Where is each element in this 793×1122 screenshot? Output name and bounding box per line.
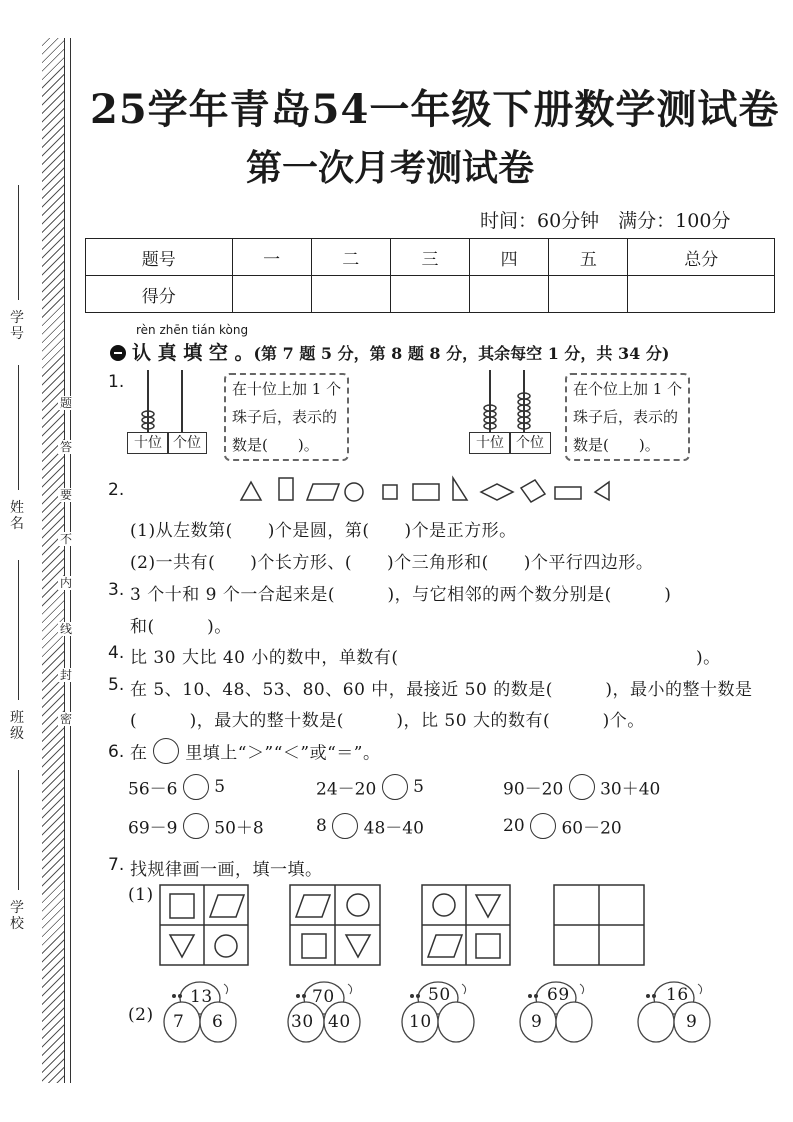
q1-right-answer-line[interactable]: 数是( )。	[573, 436, 660, 454]
score-input-cell[interactable]	[628, 276, 775, 313]
q2-shapes-row	[235, 474, 620, 506]
pattern-grid-3	[422, 885, 510, 965]
flower-left-number: 7	[173, 1012, 185, 1032]
compare-item	[503, 813, 622, 839]
score-input-cell[interactable]	[549, 276, 628, 313]
circle-icon	[345, 483, 363, 501]
compare-item	[503, 774, 660, 800]
q1-number: 1.	[108, 372, 125, 392]
score-header-cell: 题号	[86, 239, 233, 276]
compare-answer-circle[interactable]	[382, 774, 408, 800]
section-heading	[132, 338, 669, 365]
q5-line-2[interactable]: ( )，最大的整十数是( )，比 50 大的数有( )个。	[130, 711, 645, 731]
q7-part1-label: (1)	[128, 885, 154, 905]
compare-right: 48－40	[363, 818, 424, 839]
seal-char: 密	[59, 712, 72, 726]
seal-char: 题	[59, 396, 72, 410]
flower-top-number: 16	[666, 985, 689, 1005]
section-title: 认 真 填 空 。	[132, 342, 254, 364]
q4-line-1[interactable]: 比 30 大比 40 小的数中，单数有( )。	[130, 648, 721, 668]
q1-right-line: 珠子后，表示的	[573, 408, 679, 426]
compare-item	[128, 813, 264, 839]
flower-top-number: 13	[190, 987, 213, 1007]
q6-post: 里填上“＞”“＜”或“＝”。	[185, 743, 381, 764]
compare-right: 5	[413, 777, 424, 797]
seal-char: 线	[59, 622, 72, 636]
time-info: 时间：60分钟 满分：100分	[480, 210, 731, 232]
seal-char: 不	[59, 532, 72, 546]
flower-top-number: 69	[547, 985, 570, 1005]
q1-left-line: 珠子后，表示的	[232, 408, 338, 426]
compare-answer-circle[interactable]	[332, 813, 358, 839]
q2-number: 2.	[108, 480, 125, 500]
compare-answer-circle[interactable]	[530, 813, 556, 839]
q1-left-prompt-box	[224, 373, 349, 461]
margin-border-line	[64, 38, 65, 1083]
parallelogram-icon	[296, 895, 330, 917]
score-input-cell[interactable]	[390, 276, 469, 313]
flower-left-number: 10	[409, 1012, 432, 1032]
q7-text: 找规律画一画，填一填。	[130, 860, 323, 880]
abacus-right-tens-label: 十位	[469, 432, 511, 454]
compare-item	[316, 774, 424, 800]
flower-right-number: 40	[328, 1012, 351, 1032]
q6-instruction	[130, 738, 380, 764]
compare-right: 50＋8	[214, 818, 264, 839]
section-pinyin: rèn zhēn tián kòng	[136, 323, 249, 337]
q1-right-prompt-box	[565, 373, 690, 461]
q3-line-1[interactable]: 3 个十和 9 个一合起来是( )，与它相邻的两个数分别是( )	[130, 585, 672, 605]
margin-border-line-inner	[70, 38, 71, 1083]
flower-right-number: 9	[686, 1012, 698, 1032]
abacus-right-ones-label: 个位	[509, 432, 551, 454]
q2-line-2[interactable]: (2)一共有( )个长方形、( )个三角形和( )个平行四边形。	[130, 553, 654, 573]
q7-part2-label: (2)	[128, 1005, 154, 1025]
binding-hatch	[42, 38, 64, 1083]
q1-left-answer-line[interactable]: 数是( )。	[232, 436, 319, 454]
flower-top-number: 50	[428, 985, 451, 1005]
pattern-grid-answer	[554, 885, 644, 965]
q1-left-line: 在十位上加 1 个	[232, 380, 342, 398]
compare-left: 69－9	[128, 818, 178, 839]
compare-left: 8	[316, 816, 327, 836]
compare-item	[316, 813, 424, 839]
triangle-down-icon	[346, 935, 370, 957]
score-header-cell: 总分	[628, 239, 775, 276]
seal-char: 要	[59, 488, 72, 502]
abacus-left-tens-label: 十位	[127, 432, 169, 454]
q1-right-line: 在个位上加 1 个	[573, 380, 683, 398]
class-line	[18, 560, 19, 700]
parallelogram-icon	[428, 935, 462, 957]
square-icon	[383, 485, 397, 499]
rectangle-icon	[555, 487, 581, 499]
compare-answer-circle[interactable]	[569, 774, 595, 800]
compare-answer-circle[interactable]	[183, 813, 209, 839]
triangle-down-icon	[170, 935, 194, 957]
triangle-icon	[241, 482, 261, 500]
margin-label-student-id: 学号	[10, 310, 24, 342]
q5-number: 5.	[108, 675, 125, 695]
pattern-grid-2	[290, 885, 380, 965]
square-icon	[476, 934, 500, 958]
score-header-cell: 四	[470, 239, 549, 276]
parallelogram-icon	[307, 484, 339, 500]
score-input-cell[interactable]	[232, 276, 311, 313]
name-line	[18, 365, 19, 490]
q6-number: 6.	[108, 742, 125, 762]
compare-circle-icon	[153, 738, 179, 764]
parallelogram-icon	[210, 895, 244, 917]
flower-top-number: 70	[312, 987, 335, 1007]
flower-left-number: 9	[531, 1012, 543, 1032]
q6-pre: 在	[130, 743, 148, 764]
compare-right: 60－20	[561, 818, 622, 839]
compare-left: 90－20	[503, 779, 564, 800]
margin-label-school: 学校	[10, 900, 24, 932]
pattern-grid-1	[160, 885, 248, 965]
score-header-cell: 五	[549, 239, 628, 276]
score-table-header-row	[86, 239, 775, 276]
compare-left: 24－20	[316, 779, 377, 800]
compare-right: 30＋40	[600, 779, 661, 800]
section-points: (第 7 题 5 分，第 8 题 8 分，其余每空 1 分，共 34 分)	[253, 344, 670, 363]
rectangle-icon	[413, 484, 439, 500]
parallelogram-icon	[481, 484, 513, 500]
square-icon	[170, 894, 194, 918]
triangle-down-icon	[476, 895, 500, 917]
margin-label-name: 姓名	[10, 500, 24, 532]
q5-line-1[interactable]: 在 5、10、48、53、80、60 中，最接近 50 的数是( )，最小的整十数是	[130, 680, 753, 700]
compare-left: 20	[503, 816, 525, 836]
q7-pattern-grids	[158, 882, 678, 968]
score-header-cell: 三	[390, 239, 469, 276]
seal-char: 封	[59, 668, 72, 682]
q3-number: 3.	[108, 580, 125, 600]
abacus-left-ones-label: 个位	[167, 432, 207, 454]
flower-right-number: 6	[212, 1012, 224, 1032]
section-one-badge-icon	[110, 345, 126, 361]
score-input-cell[interactable]	[470, 276, 549, 313]
score-table	[85, 238, 775, 313]
q4-number: 4.	[108, 643, 125, 663]
score-row-label: 得分	[86, 276, 233, 313]
page-title: 25学年青岛54一年级下册数学测试卷	[90, 86, 780, 133]
q2-line-1[interactable]: (1)从左数第( )个是圆，第( )个是正方形。	[130, 521, 517, 541]
page-subtitle: 第一次月考测试卷	[245, 147, 534, 189]
score-table-score-row	[86, 276, 775, 313]
compare-answer-circle[interactable]	[183, 774, 209, 800]
score-header-cell: 一	[232, 239, 311, 276]
compare-left: 56－6	[128, 779, 178, 800]
square-icon	[302, 934, 326, 958]
q3-line-2[interactable]: 和( )。	[130, 617, 232, 637]
seal-char: 答	[59, 440, 72, 454]
student-id-line	[18, 185, 19, 300]
rotated-rectangle-icon	[521, 480, 545, 502]
circle-icon	[347, 894, 369, 916]
compare-item	[128, 774, 225, 800]
circle-icon	[215, 935, 237, 957]
score-header-cell: 二	[311, 239, 390, 276]
circle-icon	[433, 894, 455, 916]
compare-right: 5	[214, 777, 226, 797]
score-input-cell[interactable]	[311, 276, 390, 313]
flower-left-number: 30	[291, 1012, 314, 1032]
right-triangle-icon	[453, 478, 467, 500]
rectangle-icon	[279, 478, 293, 500]
q7-number: 7.	[108, 855, 125, 875]
seal-char: 内	[59, 576, 72, 590]
triangle-icon	[595, 482, 609, 500]
school-line	[18, 770, 19, 890]
margin-label-class: 班级	[10, 710, 24, 742]
